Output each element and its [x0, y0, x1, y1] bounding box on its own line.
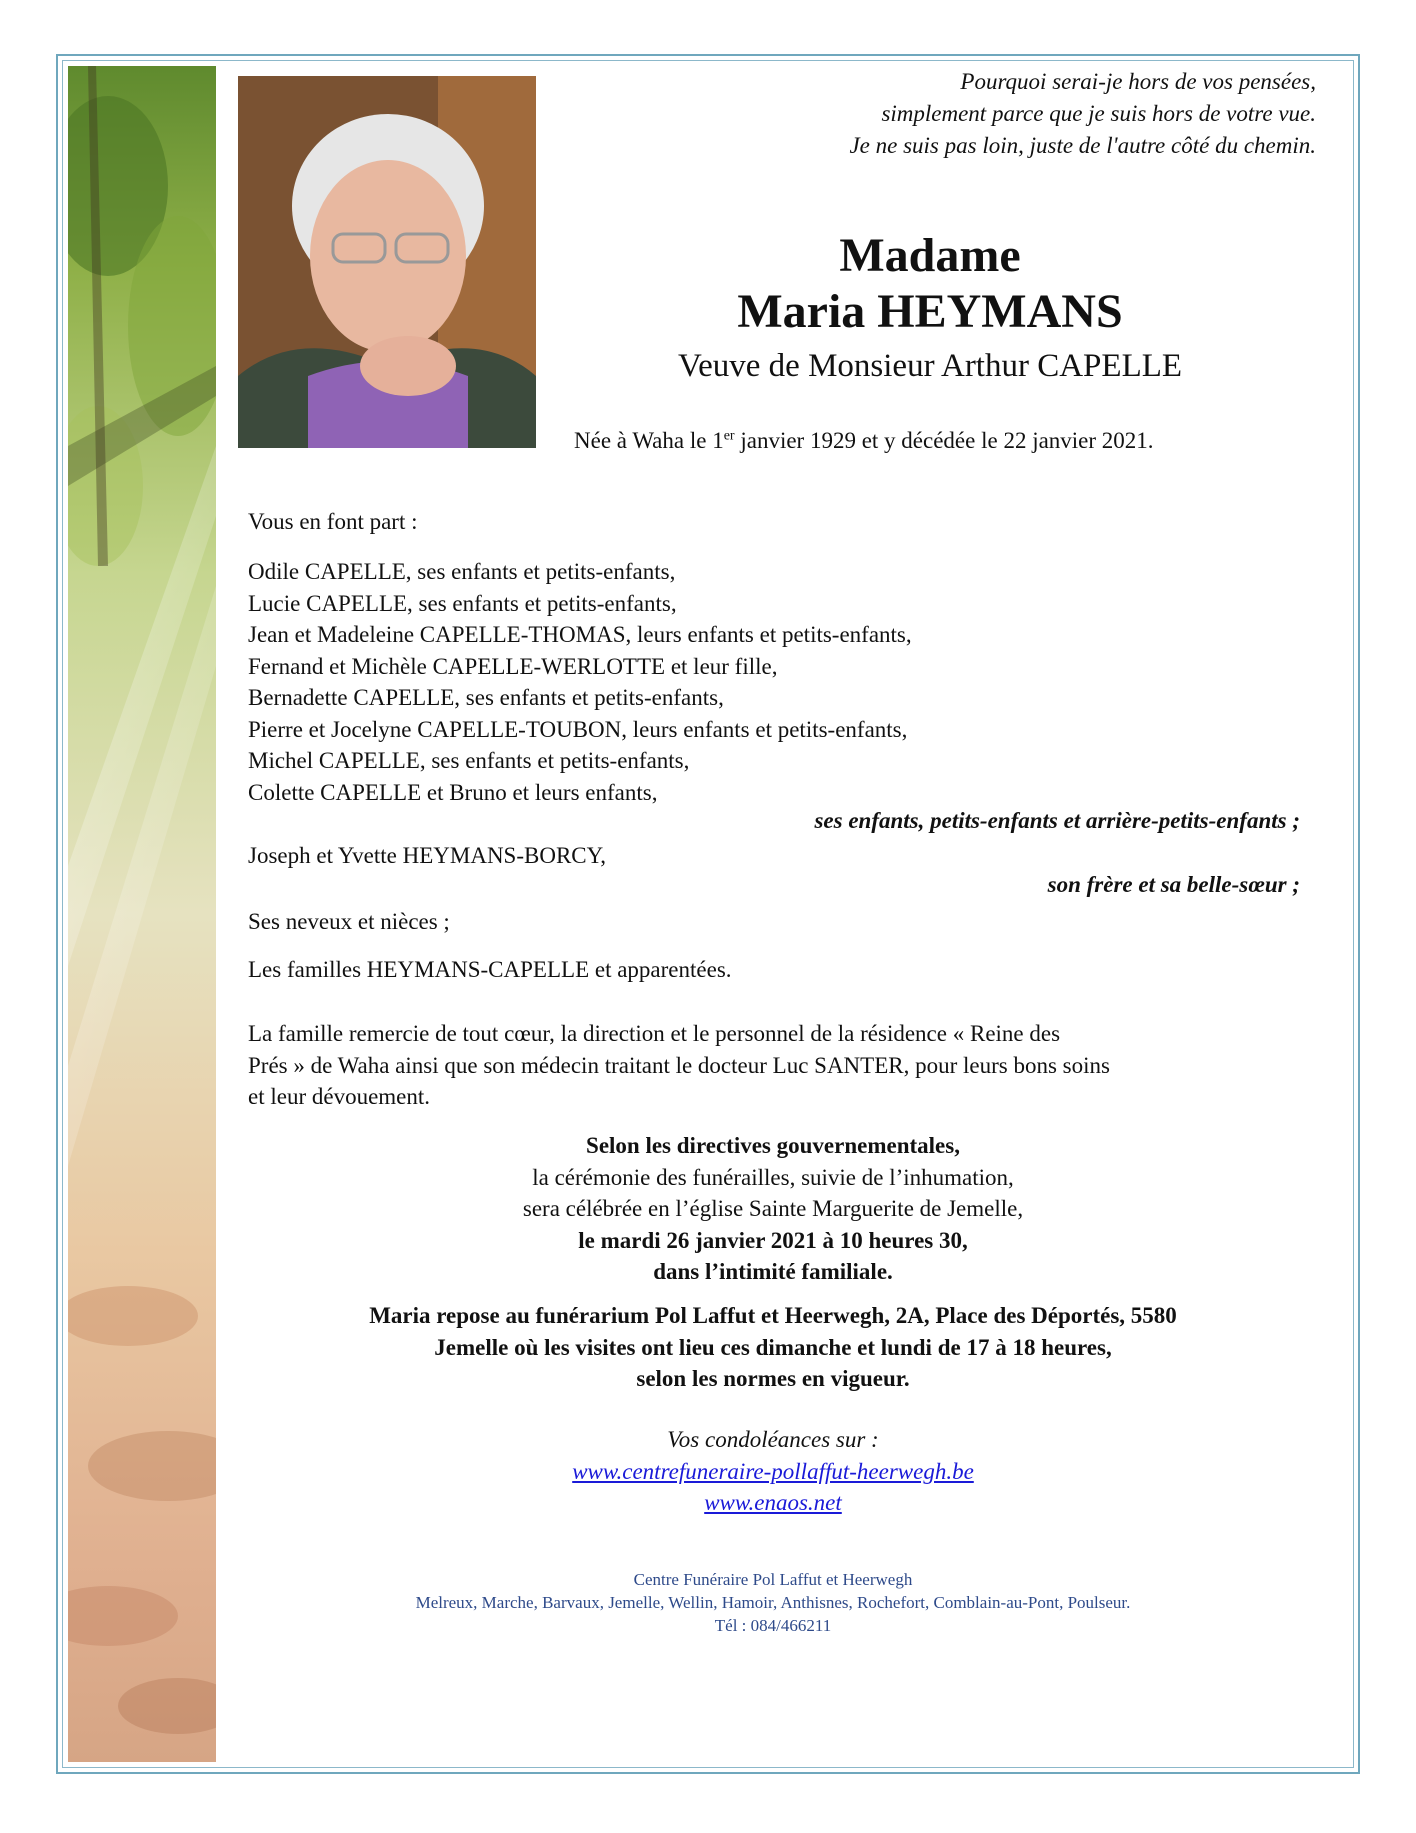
- birth-death-line: [574, 428, 1154, 454]
- visit-line: Jemelle où les visites ont lieu ces dimanche et lundi de 17 à 18 heures,: [434, 1334, 1112, 1360]
- ceremony-place: sera célébrée en l’église Sainte Marguerite de Jemelle,: [522, 1196, 1024, 1221]
- born-prefix: Née à Waha le 1: [574, 428, 724, 453]
- thanks-line: Prés » de Waha ainsi que son médecin traitant le docteur Luc SANTER, pour leurs bons soins: [248, 1052, 1110, 1078]
- list-item: Michel CAPELLE, ses enfants et petits-enfants,: [248, 748, 690, 773]
- honorific: Madame: [839, 229, 1021, 282]
- thanks-line: La famille remercie de tout cœur, la direction et le personnel de la résidence « Reine des: [248, 1021, 1061, 1046]
- children-list: [248, 556, 1298, 808]
- born-suffix: janvier 1929 et y décédée le 22 janvier 2021.: [734, 428, 1154, 453]
- list-item: Fernand et Michèle CAPELLE-WERLOTTE et leur fille,: [248, 653, 778, 679]
- born-superscript: er: [723, 428, 735, 444]
- condolences-link-funeral-center[interactable]: www.centrefuneraire-pollaffut-heerwegh.be: [572, 1458, 974, 1484]
- list-item: Lucie CAPELLE, ses enfants et petits-enfants,: [248, 590, 677, 616]
- ceremony-block: [248, 1130, 1298, 1288]
- families-line: Les familles HEYMANS-CAPELLE et apparentées.: [248, 957, 732, 982]
- quote-line: simplement parce que je suis hors de votre vue.: [881, 101, 1316, 126]
- children-relation: ses enfants, petits-enfants et arrière-petits-enfants ;: [814, 808, 1300, 833]
- visit-block: [248, 1300, 1298, 1395]
- epigraph-quote: [696, 66, 1316, 162]
- list-item: Jean et Madeleine CAPELLE-THOMAS, leurs enfants et petits-enfants,: [248, 622, 912, 647]
- condolences-block: [248, 1424, 1298, 1519]
- footer: [248, 1568, 1298, 1637]
- ceremony-description: la cérémonie des funérailles, suivie de l’inhumation,: [532, 1164, 1014, 1190]
- ceremony-directives: Selon les directives gouvernementales,: [586, 1133, 960, 1158]
- deceased-name: Maria HEYMANS: [737, 285, 1123, 338]
- forest-path-image: [68, 66, 216, 1762]
- footer-company-name: Centre Funéraire Pol Laffut et Heerwegh: [633, 1570, 913, 1589]
- list-item: Bernadette CAPELLE, ses enfants et petits-enfants,: [248, 685, 724, 710]
- deceased-name-block: [560, 228, 1300, 388]
- thanks-line: et leur dévouement.: [248, 1084, 431, 1109]
- list-item: Pierre et Jocelyne CAPELLE-TOUBON, leurs enfants et petits-enfants,: [248, 716, 908, 742]
- nephews-line: Ses neveux et nièces ;: [248, 909, 450, 934]
- ceremony-privacy: dans l’intimité familiale.: [653, 1259, 893, 1284]
- quote-line: Pourquoi serai-je hors de vos pensées,: [960, 69, 1316, 94]
- sibling-relation: son frère et sa belle-sœur ;: [1047, 872, 1300, 897]
- condolences-link-enaos[interactable]: www.enaos.net: [704, 1490, 842, 1515]
- ceremony-date: le mardi 26 janvier 2021 à 10 heures 30,: [578, 1227, 968, 1253]
- visit-line: selon les normes en vigueur.: [636, 1366, 910, 1391]
- footer-locations: Melreux, Marche, Barvaux, Jemelle, Wellin, Hamoir, Anthisnes, Rochefort, Comblain-au-Pont, Poulseur.: [415, 1593, 1131, 1612]
- portrait-photo: [238, 76, 536, 448]
- list-item: Colette CAPELLE et Bruno et leurs enfants,: [248, 779, 658, 805]
- sibling-line: Joseph et Yvette HEYMANS-BORCY,: [248, 843, 607, 868]
- condolences-label: Vos condoléances sur :: [667, 1427, 879, 1452]
- footer-phone: Tél : 084/466211: [714, 1616, 832, 1635]
- list-item: Odile CAPELLE, ses enfants et petits-enfants,: [248, 559, 676, 584]
- spouse-line: Veuve de Monsieur Arthur CAPELLE: [677, 348, 1183, 384]
- quote-line: Je ne suis pas loin, juste de l'autre côté du chemin.: [849, 133, 1316, 158]
- visit-line: Maria repose au funérarium Pol Laffut et Heerwegh, 2A, Place des Déportés, 5580: [369, 1303, 1177, 1328]
- announcement-intro: Vous en font part :: [248, 509, 418, 534]
- thanks-paragraph: [248, 1018, 1298, 1113]
